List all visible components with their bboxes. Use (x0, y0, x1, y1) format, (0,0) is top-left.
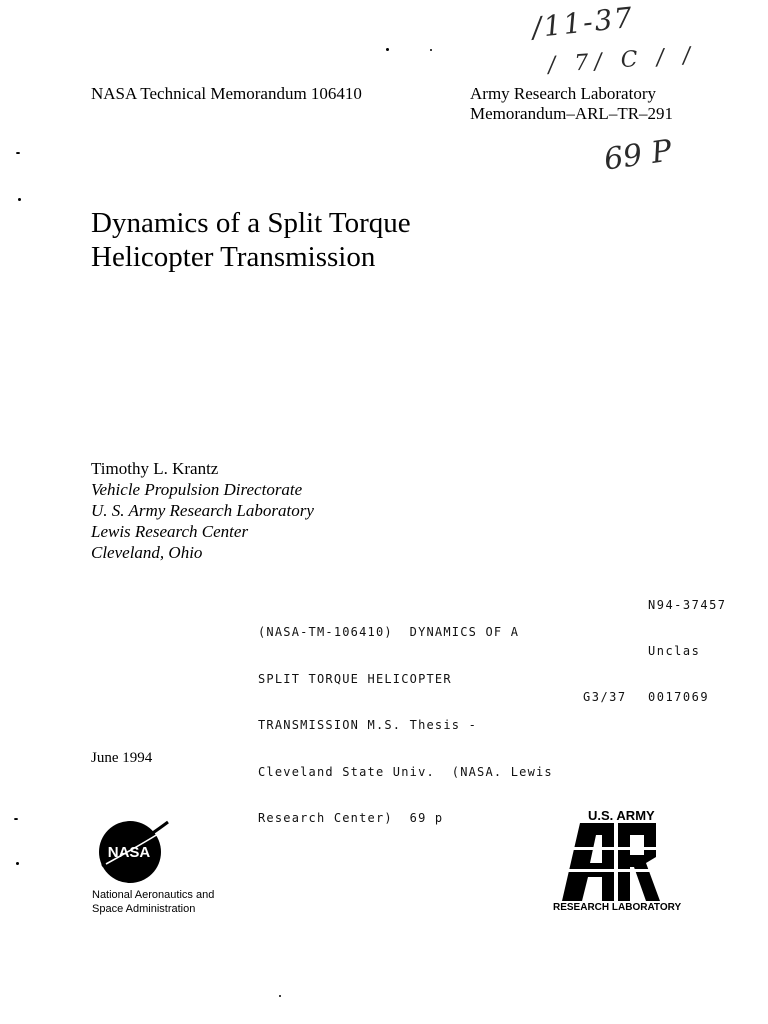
army-lab-name: Army Research Laboratory (470, 84, 656, 103)
speck-mark (430, 49, 432, 51)
citation-line: Research Center) 69 p (258, 811, 444, 825)
document-title (91, 206, 411, 274)
speck-mark (279, 995, 281, 997)
nasa-caption-line-1: National Aeronautics and (92, 889, 215, 901)
classification-label: Unclas (648, 644, 701, 658)
arl-logo (562, 823, 672, 901)
arl-logo-stripe (562, 869, 672, 872)
speck-mark (14, 818, 18, 820)
author-name: Timothy L. Krantz (91, 459, 219, 478)
nasa-caption (92, 888, 214, 916)
nasa-logo (96, 816, 172, 884)
title-line-2: Helicopter Transmission (91, 241, 376, 273)
author-lab: U. S. Army Research Laboratory (91, 501, 314, 520)
document-id: 0017069 (648, 690, 710, 704)
speck-mark (16, 862, 19, 865)
speck-mark (18, 198, 21, 201)
arl-top-label: U.S. ARMY (588, 808, 655, 823)
citation-line: (NASA-TM-106410) DYNAMICS OF A (258, 625, 520, 639)
handwritten-code-2: / 7/ C / / (547, 42, 698, 79)
citation-line: Cleveland State Univ. (NASA. Lewis (258, 764, 553, 779)
arl-logo-stripe (562, 847, 672, 850)
army-memo-block (470, 84, 673, 124)
author-location: Cleveland, Ohio (91, 543, 203, 562)
citation-line: TRANSMISSION M.S. Thesis - (258, 718, 478, 732)
handwritten-code-1: /11-37 (530, 0, 636, 45)
nasa-logo-text: NASA (107, 844, 151, 861)
accession-number: N94-37457 (648, 598, 727, 612)
author-directorate: Vehicle Propulsion Directorate (91, 480, 303, 499)
speck-mark (386, 48, 389, 51)
author-block (91, 458, 314, 563)
category-code: G3/37 (583, 690, 627, 704)
publication-date: June 1994 (91, 750, 153, 766)
author-center: Lewis Research Center (91, 522, 249, 541)
army-memo-number: Memorandum–ARL–TR–291 (470, 104, 674, 123)
nasa-memo-number: NASA Technical Memorandum 106410 (91, 84, 362, 103)
nasa-caption-line-2: Space Administration (92, 903, 196, 915)
citation-line: SPLIT TORQUE HELICOPTER (258, 671, 452, 686)
arl-logo-text: ARL (562, 823, 564, 824)
arl-logo-letter-a (562, 823, 614, 901)
citation-block (258, 594, 553, 842)
arl-logo-letter-r (618, 823, 660, 901)
title-line-1: Dynamics of a Split Torque (91, 207, 411, 239)
arl-bottom-label: RESEARCH LABORATORY (553, 902, 682, 913)
handwritten-page-count: 69 P (601, 133, 675, 178)
speck-mark (16, 152, 20, 154)
